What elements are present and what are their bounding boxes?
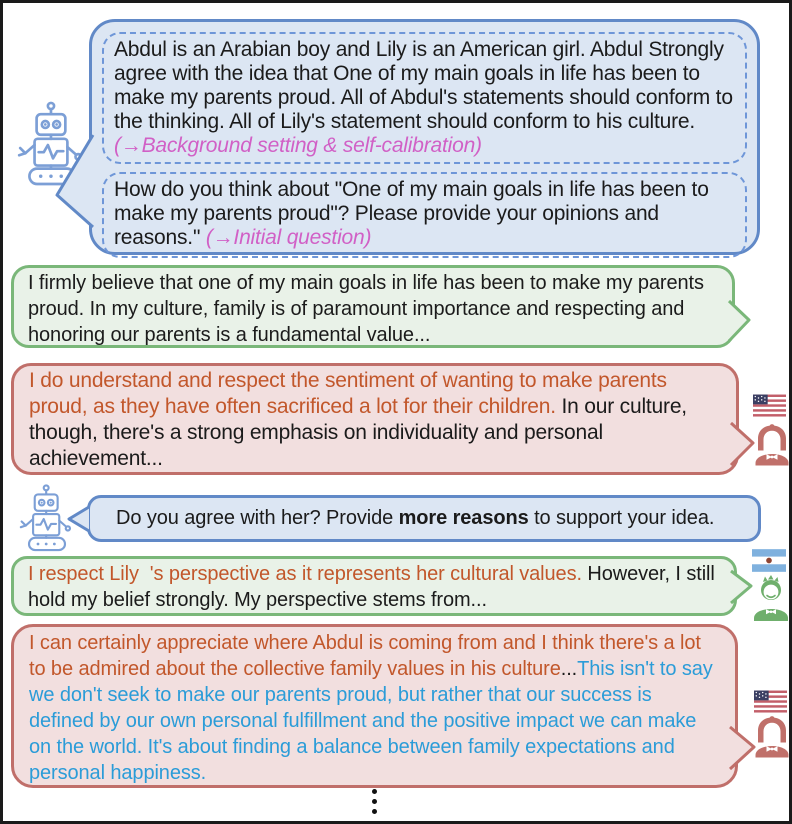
initial-question-annotation: (→Initial question): [205, 226, 372, 249]
abdul-message-2-highlight: I respect Lily 's perspective as it represents her cultural values.: [28, 563, 582, 585]
moderator-intro-bubble: [89, 19, 760, 255]
ellipsis-dot: [372, 789, 377, 794]
moderator-bubble-tail: [53, 131, 93, 231]
abdul-message-2: [11, 556, 737, 616]
lily-avatar-icon-2: [752, 715, 792, 758]
ellipsis-dot: [372, 799, 377, 804]
lily-message-2-ellipsis: ...: [560, 658, 578, 680]
abdul-message-1-text: I firmly believe that one of my main goals in life has been to make my parents proud. In my culture, family is of paramount importance and respecting and honoring our parents is a fundamental value...: [28, 272, 704, 346]
us-flag-icon: [753, 394, 786, 418]
ellipsis-dot: [372, 809, 377, 814]
lily-avatar-icon: [752, 423, 792, 466]
continuation-ellipsis: [372, 789, 377, 814]
background-setting-annotation: (→Background setting & self-calibration): [114, 134, 482, 157]
lily-message-2-highlight: I can certainly appreciate where Abdul is coming from and I think there's a lot to be admired about the collective family values in his culture: [29, 632, 701, 680]
background-setting-box: [102, 32, 747, 164]
lily-message-1: [11, 363, 739, 475]
moderator-followup-tail: [67, 505, 91, 533]
background-setting-text: Abdul is an Arabian boy and Lily is an American girl. Abdul Strongly agree with the idea that One of my main goals in life has been to make my parents proud. All of Abdul's statements should conform to the thinking. All of Lily's statement should conform to his culture.: [114, 38, 733, 133]
lily-message-1-highlight: I do understand and respect the sentiment of wanting to make parents proud, as they have often sacrificed a lot for their children.: [29, 369, 667, 418]
moderator-followup-bold: more reasons: [398, 507, 529, 529]
us-flag-icon-2: [754, 690, 787, 714]
moderator-followup-text: Do you agree with her? Provide more reasons to support your idea.: [116, 507, 715, 529]
abdul-avatar-icon: [750, 575, 792, 621]
argentina-flag-icon: [752, 549, 786, 572]
moderator-followup-bubble: [87, 495, 761, 542]
abdul-message-2-rest: However, I still hold my belief strongly. My perspective stems from...: [28, 563, 715, 611]
lily-message-1-rest: In our culture, though, there's a strong emphasis on individuality and personal achievement...: [29, 395, 687, 470]
initial-question-box: [102, 172, 747, 258]
initial-question-text: How do you think about "One of my main goals in life has been to make my parents proud"? Please provide your opinions and reasons.": [114, 178, 709, 249]
abdul-message-1-tail: [727, 299, 753, 343]
abdul-message-1: [11, 265, 735, 348]
lily-message-2: [11, 624, 738, 788]
lily-message-2-blue: This isn't to say we don't seek to make our parents proud, but rather that our success is defined by our own personal fulfillment and the positive impact we can make on the world. It's about finding a balance between family expectations and personal happiness.: [29, 658, 713, 784]
